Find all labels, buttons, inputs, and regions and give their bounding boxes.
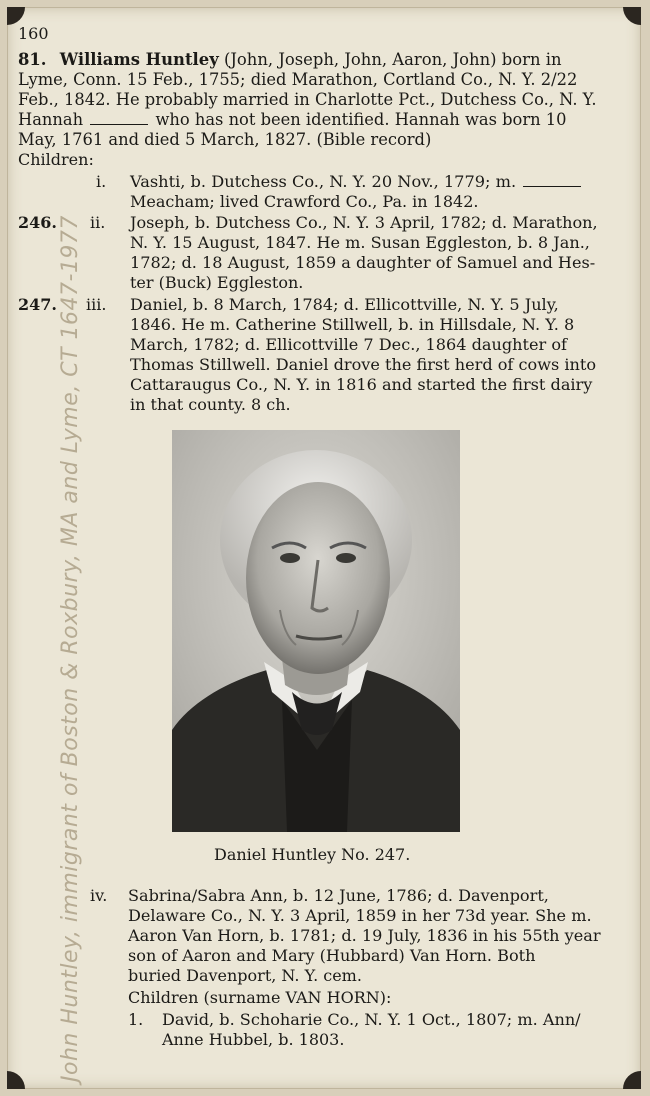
child-ref-number: 247. xyxy=(18,295,57,314)
child-text: buried Davenport, N. Y. cem. xyxy=(128,966,362,985)
entry-text: (John, Joseph, John, Aaron, John) born in xyxy=(223,50,562,69)
child-text: Joseph, b. Dutchess Co., N. Y. 3 April, 1782; d. Marathon, xyxy=(130,213,598,232)
grandchild-text: David, b. Schoharie Co., N. Y. 1 Oct., 1807; m. Ann/ xyxy=(162,1010,581,1029)
child-text: Meacham; lived Crawford Co., Pa. in 1842. xyxy=(130,192,479,211)
entry-text: Feb., 1842. He probably married in Charlotte Pct., Dutchess Co., N. Y. xyxy=(18,90,597,109)
blank-line xyxy=(90,124,148,125)
portrait-photo xyxy=(172,430,460,832)
grandchildren-label: Children (surname VAN HORN): xyxy=(128,988,392,1007)
child-text: Delaware Co., N. Y. 3 April, 1859 in her 73d year. She m. xyxy=(128,906,592,925)
child-text: 1846. He m. Catherine Stillwell, b. in Hillsdale, N. Y. 8 xyxy=(130,315,575,334)
entry-text: Hannah xyxy=(18,110,84,129)
children-label: Children: xyxy=(18,150,94,169)
child-text: March, 1782; d. Ellicottville 7 Dec., 1864 daughter of xyxy=(130,335,567,354)
child-text: Thomas Stillwell. Daniel drove the first herd of cows into xyxy=(130,355,597,374)
child-text: Aaron Van Horn, b. 1781; d. 19 July, 1836 in his 55th year xyxy=(128,926,601,945)
entry-first-line xyxy=(18,50,562,70)
entry-text: May, 1761 and died 5 March, 1827. (Bible record) xyxy=(18,130,432,149)
child-text: son of Aaron and Mary (Hubbard) Van Horn. Both xyxy=(128,946,536,965)
handwritten-margin-note: John Huntley, immigrant of Boston & Roxbury, MA and Lyme, CT 1647-1977 xyxy=(58,215,83,1082)
blank-line xyxy=(523,186,581,187)
child-numeral: iii. xyxy=(86,295,107,314)
child-text: ter (Buck) Eggleston. xyxy=(130,273,304,292)
entry-text: Lyme, Conn. 15 Feb., 1755; died Marathon, Cortland Co., N. Y. 2/22 xyxy=(18,70,578,89)
child-text: Vashti, b. Dutchess Co., N. Y. 20 Nov., 1779; m. xyxy=(130,172,517,191)
photo-caption: Daniel Huntley No. 247. xyxy=(214,845,411,864)
portrait-drawing xyxy=(172,430,460,832)
child-text: 1782; d. 18 August, 1859 a daughter of Samuel and Hes- xyxy=(130,253,596,272)
child-text: Cattaraugus Co., N. Y. in 1816 and started the first dairy xyxy=(130,375,593,394)
child-text: in that county. 8 ch. xyxy=(130,395,291,414)
child-text-first-line xyxy=(130,172,583,192)
grandchild-number: 1. xyxy=(128,1010,144,1029)
child-text: Sabrina/Sabra Ann, b. 12 June, 1786; d. Davenport, xyxy=(128,886,549,905)
child-text: Daniel, b. 8 March, 1784; d. Ellicottville, N. Y. 5 July, xyxy=(130,295,559,314)
child-numeral: iv. xyxy=(90,886,108,905)
child-ref-number: 246. xyxy=(18,213,57,232)
entry-number: 81. xyxy=(18,50,47,69)
page-number: 160 xyxy=(18,24,49,43)
entry-text: who has not been identified. Hannah was born 10 xyxy=(155,110,567,129)
entry-name: Williams Huntley xyxy=(59,50,219,69)
child-numeral: i. xyxy=(96,172,107,191)
child-numeral: ii. xyxy=(90,213,106,232)
entry-text-hannah-line xyxy=(18,110,567,130)
child-text: N. Y. 15 August, 1847. He m. Susan Eggleston, b. 8 Jan., xyxy=(130,233,590,252)
grandchild-text: Anne Hubbel, b. 1803. xyxy=(162,1030,345,1049)
